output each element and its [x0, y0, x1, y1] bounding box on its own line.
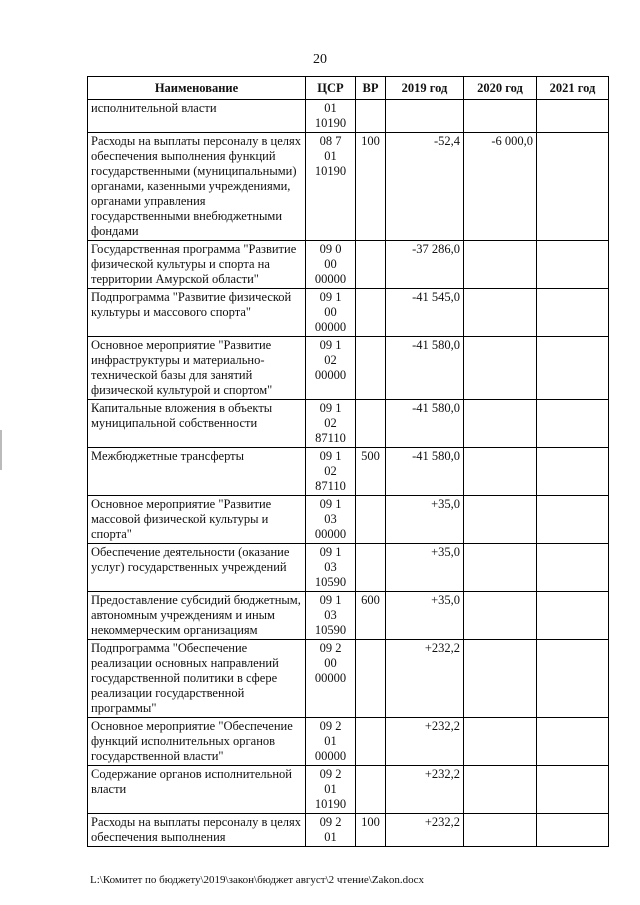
cell-2020 — [464, 337, 537, 400]
cell-vr: 100 — [356, 814, 386, 847]
cell-name: Подпрограмма "Обеспечение реализации основных направлений государственной политики в сфере реализации государственной программы" — [88, 640, 306, 718]
cell-2020 — [464, 448, 537, 496]
table-row — [88, 544, 609, 592]
cell-name: Основное мероприятие "Обеспечение функций исполнительных органов государственной власти" — [88, 718, 306, 766]
header-2019: 2019 год — [386, 77, 464, 100]
csr-part: 08 7 — [319, 134, 342, 148]
cell-2021 — [537, 448, 609, 496]
csr-part: 01 — [324, 149, 337, 163]
cell-csr — [306, 640, 356, 718]
cell-name: исполнительной власти — [88, 100, 306, 133]
cell-vr — [356, 766, 386, 814]
cell-csr — [306, 814, 356, 847]
cell-2020 — [464, 766, 537, 814]
cell-2020 — [464, 241, 537, 289]
cell-vr — [356, 718, 386, 766]
cell-2019: -41 580,0 — [386, 337, 464, 400]
csr-part: 03 — [324, 608, 337, 622]
table-row — [88, 337, 609, 400]
cell-csr — [306, 592, 356, 640]
cell-csr — [306, 337, 356, 400]
cell-name: Государственная программа "Развитие физической культуры и спорта на территории Амурской области" — [88, 241, 306, 289]
cell-vr — [356, 100, 386, 133]
cell-2021 — [537, 640, 609, 718]
table-row — [88, 448, 609, 496]
cell-2021 — [537, 544, 609, 592]
cell-2020 — [464, 400, 537, 448]
cell-2021 — [537, 496, 609, 544]
cell-vr — [356, 289, 386, 337]
table-row — [88, 100, 609, 133]
csr-part: 09 2 — [319, 815, 342, 829]
csr-part: 00000 — [314, 272, 347, 286]
cell-2019: +232,2 — [386, 718, 464, 766]
cell-2020 — [464, 496, 537, 544]
csr-part: 00 — [324, 305, 337, 319]
cell-name: Содержание органов исполнительной власти — [88, 766, 306, 814]
cell-csr — [306, 766, 356, 814]
csr-part: 00000 — [314, 368, 347, 382]
cell-name: Расходы на выплаты персоналу в целях обеспечения выполнения функций государственными (муниципальными) органами, казенными учреждениями, органами управления государственными внебюджетными фондами — [88, 133, 306, 241]
cell-2019: +35,0 — [386, 592, 464, 640]
csr-part: 87110 — [315, 431, 346, 445]
csr-part: 09 1 — [319, 401, 342, 415]
csr-part: 00000 — [314, 320, 347, 334]
table-row — [88, 592, 609, 640]
cell-2019: -41 580,0 — [386, 448, 464, 496]
cell-vr: 600 — [356, 592, 386, 640]
csr-part: 09 1 — [319, 449, 342, 463]
cell-name: Предоставление субсидий бюджетным, автономным учреждениям и иным некоммерческим организациям — [88, 592, 306, 640]
budget-table — [87, 76, 609, 847]
cell-2019: +232,2 — [386, 766, 464, 814]
table-row — [88, 496, 609, 544]
cell-name: Капитальные вложения в объекты муниципальной собственности — [88, 400, 306, 448]
cell-2019: -37 286,0 — [386, 241, 464, 289]
cell-csr — [306, 133, 356, 241]
cell-2021 — [537, 133, 609, 241]
cell-csr — [306, 496, 356, 544]
csr-part: 00000 — [314, 527, 347, 541]
csr-part: 09 1 — [319, 497, 342, 511]
csr-part: 09 2 — [319, 719, 342, 733]
cell-2020 — [464, 814, 537, 847]
csr-part: 02 — [324, 464, 337, 478]
csr-part: 03 — [324, 560, 337, 574]
csr-part: 10590 — [314, 623, 347, 637]
page-number: 20 — [313, 52, 327, 67]
cell-csr — [306, 718, 356, 766]
csr-part: 09 1 — [319, 338, 342, 352]
csr-part: 01 — [324, 830, 337, 844]
cell-2019: +232,2 — [386, 640, 464, 718]
cell-2019: +35,0 — [386, 496, 464, 544]
cell-csr — [306, 241, 356, 289]
header-name: Наименование — [88, 77, 306, 100]
cell-2021 — [537, 592, 609, 640]
cell-name: Межбюджетные трансферты — [88, 448, 306, 496]
footer-file-path: L:\Комитет по бюджету\2019\закон\бюджет август\2 чтение\Zakon.docx — [90, 874, 425, 886]
table-header-row — [88, 77, 609, 100]
cell-2019: +35,0 — [386, 544, 464, 592]
cell-name: Основное мероприятие "Развитие массовой физической культуры и спорта" — [88, 496, 306, 544]
csr-part: 00 — [324, 257, 337, 271]
header-vr: ВР — [356, 77, 386, 100]
cell-csr — [306, 448, 356, 496]
table-row — [88, 289, 609, 337]
csr-part: 03 — [324, 512, 337, 526]
cell-2021 — [537, 337, 609, 400]
csr-part: 00 — [324, 656, 337, 670]
table-row — [88, 718, 609, 766]
cell-2021 — [537, 766, 609, 814]
csr-part: 01 — [324, 734, 337, 748]
cell-name: Обеспечение деятельности (оказание услуг) государственных учреждений — [88, 544, 306, 592]
cell-2021 — [537, 241, 609, 289]
cell-2020 — [464, 289, 537, 337]
cell-csr — [306, 544, 356, 592]
cell-vr — [356, 400, 386, 448]
csr-part: 02 — [324, 416, 337, 430]
csr-part: 09 0 — [319, 242, 342, 256]
cell-2020 — [464, 718, 537, 766]
cell-2020: -6 000,0 — [464, 133, 537, 241]
csr-part: 10590 — [314, 575, 347, 589]
cell-csr — [306, 400, 356, 448]
csr-part: 01 — [324, 101, 337, 115]
table-row — [88, 133, 609, 241]
cell-2019: +232,2 — [386, 814, 464, 847]
cell-vr — [356, 241, 386, 289]
cell-2020 — [464, 592, 537, 640]
csr-part: 09 1 — [319, 290, 342, 304]
csr-part: 09 1 — [319, 545, 342, 559]
cell-vr — [356, 544, 386, 592]
cell-2021 — [537, 289, 609, 337]
cell-csr — [306, 289, 356, 337]
cell-csr — [306, 100, 356, 133]
cell-2019: -41 580,0 — [386, 400, 464, 448]
cell-2021 — [537, 400, 609, 448]
table-row — [88, 400, 609, 448]
cell-vr: 500 — [356, 448, 386, 496]
csr-part: 09 2 — [319, 767, 342, 781]
cell-2019: -41 545,0 — [386, 289, 464, 337]
cell-2021 — [537, 100, 609, 133]
cell-vr — [356, 640, 386, 718]
csr-part: 10190 — [314, 164, 347, 178]
cell-name: Подпрограмма "Развитие физической культуры и массового спорта" — [88, 289, 306, 337]
cell-name: Основное мероприятие "Развитие инфраструктуры и материально-технической базы для занятий физической культурой и спортом" — [88, 337, 306, 400]
csr-part: 00000 — [314, 749, 347, 763]
cell-vr: 100 — [356, 133, 386, 241]
header-2020: 2020 год — [464, 77, 537, 100]
cell-name: Расходы на выплаты персоналу в целях обеспечения выполнения — [88, 814, 306, 847]
cell-2021 — [537, 718, 609, 766]
csr-part: 00000 — [314, 671, 347, 685]
cell-2019 — [386, 100, 464, 133]
csr-part: 10190 — [314, 116, 347, 130]
table-row — [88, 766, 609, 814]
csr-part: 87110 — [315, 479, 346, 493]
cell-2021 — [537, 814, 609, 847]
cell-vr — [356, 337, 386, 400]
cell-2020 — [464, 544, 537, 592]
csr-part: 09 1 — [319, 593, 342, 607]
cell-vr — [356, 496, 386, 544]
header-csr: ЦСР — [306, 77, 356, 100]
csr-part: 02 — [324, 353, 337, 367]
cell-2020 — [464, 100, 537, 133]
table-row — [88, 640, 609, 718]
table-row — [88, 241, 609, 289]
scan-edge-mark — [0, 430, 2, 470]
csr-part: 10190 — [314, 797, 347, 811]
header-2021: 2021 год — [537, 77, 609, 100]
table-row — [88, 814, 609, 847]
csr-part: 01 — [324, 782, 337, 796]
cell-2020 — [464, 640, 537, 718]
csr-part: 09 2 — [319, 641, 342, 655]
cell-2019: -52,4 — [386, 133, 464, 241]
table-body — [88, 100, 609, 847]
